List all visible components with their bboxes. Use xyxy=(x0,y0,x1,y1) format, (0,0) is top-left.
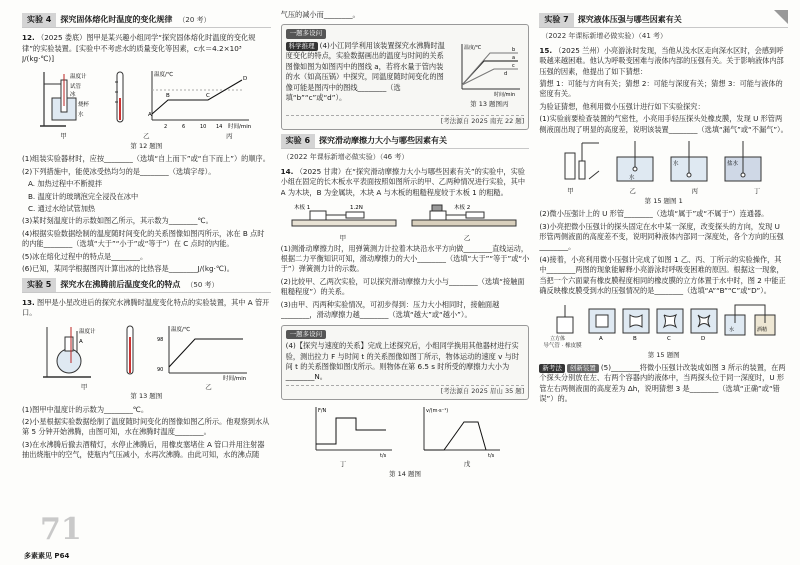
fig13c-line-b: b xyxy=(512,46,516,53)
option-c: C. 通过水给试管加热 xyxy=(28,204,96,214)
figure-12 xyxy=(22,68,271,130)
page-corner-decoration xyxy=(774,10,788,24)
figure-caption: 第 14 题图 xyxy=(389,469,421,478)
fig13-tick: 90 xyxy=(157,366,164,373)
fig15-sub-bing: 丙 xyxy=(691,187,698,196)
section-extra: （50 考） xyxy=(186,280,219,289)
figure-15-yi xyxy=(613,139,661,185)
fig15b-b: B xyxy=(632,335,637,341)
figure-13-sublabels xyxy=(22,383,271,392)
question-15-4: (4)接着，小亮利用微小压强计完成了如图 1 乙、丙、丁所示的实验操作，其中________两图的现象能解释小亮游泳时呼吸变困难的原因。根据这一现象，当把一个六面蒙有橡皮膜程度相同的橡皮膜的立方体置于水中时，图 2 中能正确反映橡皮膜受到水的压强情况的是________（选填“A”“B”“C”或“D”）。 xyxy=(539,254,786,296)
question-number: 15. xyxy=(539,45,553,55)
fig12-tick: 6 xyxy=(182,124,186,131)
question-15-intro xyxy=(539,46,788,77)
figure-14b-wu xyxy=(414,404,504,458)
question-14-2: (2)比较甲、乙两次实验，可以探究滑动摩擦力大小与________（选填“接触面粗糙程度”）的关系。 xyxy=(280,276,525,297)
fig13-sub-jia: 甲 xyxy=(80,382,88,391)
figure-15-option-b xyxy=(621,301,651,341)
fig12-point: A xyxy=(148,112,153,119)
fig15-water: 水 xyxy=(672,161,679,168)
question-12-intro xyxy=(22,33,271,64)
question-12-3: (3)某时刻温度计的示数如图乙所示，其示数为________℃。 xyxy=(22,216,213,226)
figure-caption: 第 12 题图 xyxy=(130,141,163,150)
fig14-ding-x: t/s xyxy=(380,453,387,459)
option-b: B. 温度计的玻璃泡完全浸没在冰中 xyxy=(28,191,139,201)
fig13-axis-y: 温度/℃ xyxy=(171,326,191,333)
innovation-tag: 创新装置 xyxy=(567,364,599,373)
figure-13c-graph xyxy=(454,41,524,97)
fig13c-line-a: a xyxy=(512,54,516,61)
question-number: 14. xyxy=(280,166,294,176)
option-a: A. 加热过程中不断搅拌 xyxy=(28,179,103,189)
section-tag: 实验 4 xyxy=(22,13,56,27)
column-middle xyxy=(281,10,530,557)
section-tag: 实验 7 xyxy=(539,13,573,27)
figure-15-bing xyxy=(667,139,715,185)
fig13-sub-yi: 乙 xyxy=(205,382,212,391)
fig15b-tube: 导气管 xyxy=(543,342,560,349)
question-12-1: (1)组装实验器材时，应按________（选填“自上而下”或“自下而上”）的顺序。 xyxy=(22,154,270,164)
question-12-4: (4)根据实验数据绘制的温度随时间变化的关系图像如图丙所示，冰在 B 点时的内能________（选填“大于”“小于”或“等于”）在 C 点时的内能。 xyxy=(22,228,265,249)
question-text: （2025 兰州）小亮游泳时发现，当他从浅水区走向深水区时，会感到呼吸越来越困难。他认为呼吸变困难与液体内部的压强有关。关于影响液体内部压强的因素，他提出了如下猜想： xyxy=(539,45,784,76)
section-extra: （20 考） xyxy=(178,16,211,24)
figure-13 xyxy=(22,323,271,381)
box-body xyxy=(286,41,525,113)
fig12-sub-bing: 丙 xyxy=(225,132,233,141)
figure-15-ding xyxy=(721,139,769,185)
question-text: （2025 甘肃）在“探究滑动摩擦力大小与哪些因素有关”的实验中，实验小组在固定的长木板水平表面按照如图所示的甲、乙两种情况进行实验，其中 A 为木块，B 为金属块，木块 A 与木板的粗糙程度较于木板 1 的粗糙。 xyxy=(280,166,526,197)
source-note: [考法源自 2025 南充 22 题] xyxy=(286,115,525,126)
figure-15-2-labels: 导气管 · 橡皮膜 xyxy=(543,342,582,349)
fig12-point: B xyxy=(166,93,171,100)
fig13-axis-x: 时间/min xyxy=(223,375,247,381)
figure-13-graph xyxy=(155,323,251,381)
figure-12-graph xyxy=(144,68,256,130)
fig12-label-water: 水 xyxy=(78,112,84,119)
fig14-wu-y: v/(m·s⁻¹) xyxy=(426,408,449,415)
fig13-label-a: A xyxy=(79,338,84,345)
fig14-board2: 木板 2 xyxy=(454,205,471,212)
figure-15-3 xyxy=(723,301,779,341)
fig13-tick: 98 xyxy=(157,336,164,343)
fig15b-c: C xyxy=(666,335,671,341)
fig12-tick: 10 xyxy=(200,124,207,131)
section-tag: 实验 6 xyxy=(281,134,315,148)
fig12-label-thermometer: 温度计 xyxy=(70,74,87,81)
question-14-intro xyxy=(281,167,530,198)
question-15-verify: 为验证猜想，他利用微小压强计进行如下实验探究： xyxy=(539,101,705,111)
footer-answer-ref: 多素素见 P64 xyxy=(24,551,70,560)
fig14-sub-jia: 甲 xyxy=(339,234,347,243)
figure-13-thermometer xyxy=(119,323,141,381)
figure-15-cube xyxy=(549,301,583,341)
question-15-3: (3)小亮把微小压强计的探头固定在水中某一深度，改变探头的方向，发现 U 形管两侧液面的高度差不变，说明同种液体内部同一深度处，各个方向的压强________。 xyxy=(539,221,784,252)
fig12-sub-yi: 乙 xyxy=(143,132,150,141)
figure-14a xyxy=(281,202,530,232)
fig14-board1: 木板 1 xyxy=(294,205,311,212)
figure-15-option-d xyxy=(689,301,719,341)
question-12-5: (5)冰在熔化过程中的特点是________。 xyxy=(22,251,148,261)
fig14-sub-ding: 丁 xyxy=(339,460,347,469)
figure-13c xyxy=(454,41,524,113)
fig14-sub-yi: 乙 xyxy=(463,234,471,243)
section-header-exp7 xyxy=(539,13,788,28)
question-13-3: (3)在水沸腾后撤去酒精灯，水停止沸腾后，用橡皮塞堵住 A 管口并用注射器抽出烧瓶中的空气，使瓶内气压减小，水再次沸腾。由此可知，水的沸点随 xyxy=(22,439,265,460)
question-13-1: (1)图甲中温度计的示数为________℃。 xyxy=(22,404,149,414)
figure-15-1 xyxy=(539,139,788,185)
figure-caption: 第 13 题图 xyxy=(130,392,163,401)
figure-caption: 第 15 题图 xyxy=(647,350,680,359)
figure-14b xyxy=(281,404,530,458)
question-13-2: (2)小星根据实验数据绘制了温度随时间变化的图像如图乙所示。他观察到水从第 5 分钟开始沸腾，由图可知，水在沸腾时温度________。 xyxy=(22,416,270,437)
figure-14b-sublabels xyxy=(281,460,530,469)
fig15-sub-ding: 丁 xyxy=(753,187,761,196)
page-number-large: 71 xyxy=(40,511,82,547)
section-title: 探究液体压强与哪些因素有关 xyxy=(577,15,682,24)
figure-15-option-a xyxy=(587,301,617,341)
question-15-5 xyxy=(539,363,788,405)
question-13-intro xyxy=(22,298,271,319)
question-number: 12. xyxy=(22,33,35,43)
figure-12-sublabels xyxy=(22,132,271,141)
figure-caption: 第 15 题图 1 xyxy=(644,196,683,205)
box-question: (4)小江同学利用该装置探究水沸腾时温度变化的特点，实验数据画出的温度与时间的关系图像如图为如图丙中的图线 a，若将水量于管内装的水（如高压锅）中探究，同温度随时间变化的图像可能是图丙中的图线________（选填“b”“c”或“d”）。 xyxy=(285,40,445,103)
fig13c-axis-y: 温度/℃ xyxy=(464,44,482,51)
question-14-1: (1)测滑动摩擦力时，用弹簧测力计拉着木块沿水平方向做________直线运动，根据二力平衡知识可知，滑动摩擦力的大小________（选填“大于”“等于”或“小于”）弹簧测力计的示数。 xyxy=(280,243,530,274)
box-text xyxy=(286,41,451,111)
question-number: 13. xyxy=(22,297,35,307)
fig15-sub-jia: 甲 xyxy=(567,187,574,196)
section-title: 探究滑动摩擦力大小与哪些因素有关 xyxy=(319,136,448,146)
question-14-3: (3)由甲、丙两种实验情况，可初步得到：压力大小相同时，接触面越________，滑动摩擦力越________（选填“越大”或“越小”）。 xyxy=(280,299,500,320)
column-left xyxy=(22,10,271,557)
fig15b-a: A xyxy=(598,335,603,341)
figure-15-2 xyxy=(539,301,788,341)
fig15-saltwater: 盐水 xyxy=(726,161,738,168)
section-title: 探究水在沸腾前后温度变化的特点 xyxy=(60,279,181,289)
box-header: 一题多设问 xyxy=(286,330,327,339)
figure-14a-sublabels xyxy=(281,234,530,243)
fig15-water: 水 xyxy=(628,175,635,182)
fig12-label-ice: 冰 xyxy=(70,92,76,99)
fig14-force: 1.2N xyxy=(350,205,363,212)
fig12-point: C xyxy=(206,93,211,100)
figure-caption: 第 13 题图丙 xyxy=(470,100,509,109)
fig15b-water: 水 xyxy=(728,326,734,333)
section-extra: （2022 年课标新增必做实验）（41 考） xyxy=(541,31,668,40)
box-question: (4)【探究与速度的关系】完成上述探究后，小组同学换用其他器材进行实验，测出拉力 F 与时间 t 的关系图像如图丁所示，物体运动的速度 v 与时间 t 的关系图像如图戊所示。则物体在第 6.5 s 时所受的摩擦力大小为________N。 xyxy=(285,341,520,382)
fig14-wu-x: t/s xyxy=(488,453,495,459)
fig12-label-beaker: 烧杯 xyxy=(78,102,90,109)
section-header-exp6 xyxy=(281,134,530,149)
section-title: 探究固体熔化时温度的变化规律 xyxy=(60,15,173,24)
question-15-guess: 猜想 1：可能与方向有关；猜想 2：可能与深度有关；猜想 3：可能与液体的密度有关。 xyxy=(539,79,783,99)
fig12-axis-x: 时间/min xyxy=(228,124,252,131)
figure-14a-yi xyxy=(410,202,520,232)
question-13-cont: 气压的减小而________。 xyxy=(280,10,360,19)
extension-box-1 xyxy=(281,24,530,130)
section-tag: 实验 5 xyxy=(22,278,56,292)
fig15b-cube: 立方体 xyxy=(549,335,565,341)
fig13c-line-d: d xyxy=(504,70,508,77)
fig12-axis-y: 温度/℃ xyxy=(154,72,174,79)
figure-14a-jia xyxy=(290,202,400,232)
question-text: 图甲是小星改进后的探究水沸腾时温度变化特点的实验装置，其中 A 管开口。 xyxy=(22,297,270,318)
figure-13-apparatus xyxy=(41,323,105,381)
section-header-exp4 xyxy=(22,13,271,28)
fig12-label-tube: 试管 xyxy=(70,84,82,91)
fig13c-axis-x: 时间/min xyxy=(494,91,516,97)
figure-12-thermometer xyxy=(110,68,130,130)
question-15-1: (1)实验前要检查装置的气密性，小亮用手轻压探头处橡皮膜，发现 U 形管两侧液面出现了明显的高度差，说明该装置________（选填“漏气”或“不漏气”）。 xyxy=(539,114,788,134)
figure-15-jia xyxy=(559,139,607,185)
fig14-ding-y: F/N xyxy=(318,408,327,415)
figure-12-apparatus xyxy=(36,68,96,130)
fig15b-membrane: 橡皮膜 xyxy=(565,342,582,349)
fig12-point: D xyxy=(243,76,248,83)
fig15-sub-yi: 乙 xyxy=(629,187,636,196)
figure-15-option-c xyxy=(655,301,685,341)
question-text: (5)________将微小压强计改装成如图 3 所示的装置，在两个探头分别放在左、右两个容器内的液体中，当两探头位于同一深度时，U 形管左右两侧液面的高度差为 Δh，说明猜想 3 是________（选填“正确”或“错误”）的。 xyxy=(539,362,786,404)
section-header-exp5 xyxy=(22,278,271,293)
fig13-label-thermometer: 温度计 xyxy=(79,328,96,335)
question-12-6: (6)已知，某同学根据图丙计算出冰的比热容是________J/(kg·℃)。 xyxy=(22,264,234,274)
question-15-2: (2)微小压强计上的 U 形管________（选填“属于”或“不属于”）连通器。 xyxy=(539,209,769,219)
fig12-tick: 2 xyxy=(164,124,168,131)
fig12-tick: 14 xyxy=(216,124,223,131)
question-12-2: (2)下列措施中，能使冰受热均匀的是________（选填字母）。 xyxy=(22,166,216,176)
fig14-sub-wu: 戊 xyxy=(463,460,471,469)
extension-box-2 xyxy=(281,325,530,401)
question-text: （2025 娄底）图甲是某兴趣小组同学“探究固体熔化时温度的变化规律”的实验装置。[实验中不考虑水的质量变化等因素，c水＝4.2×10³ J/(kg·℃)] xyxy=(22,33,256,64)
section-extra: （2022 年课标新增必做实验）（46 考） xyxy=(282,152,409,161)
fig12-sub-jia: 甲 xyxy=(60,132,67,141)
fig13c-line-c: c xyxy=(512,62,516,69)
new-method-tag: 新考法 xyxy=(539,364,565,373)
skill-tag: 科学推理 xyxy=(286,42,318,51)
source-note: [考法源自 2025 眉山 35 题] xyxy=(286,385,525,396)
figure-15-sublabels xyxy=(539,187,788,196)
box-header: 一题多设问 xyxy=(286,29,327,38)
fig15b-alcohol: 酒精 xyxy=(756,326,767,333)
fig15b-d: D xyxy=(700,335,705,341)
figure-14b-ding xyxy=(306,404,396,458)
column-right xyxy=(539,10,788,557)
